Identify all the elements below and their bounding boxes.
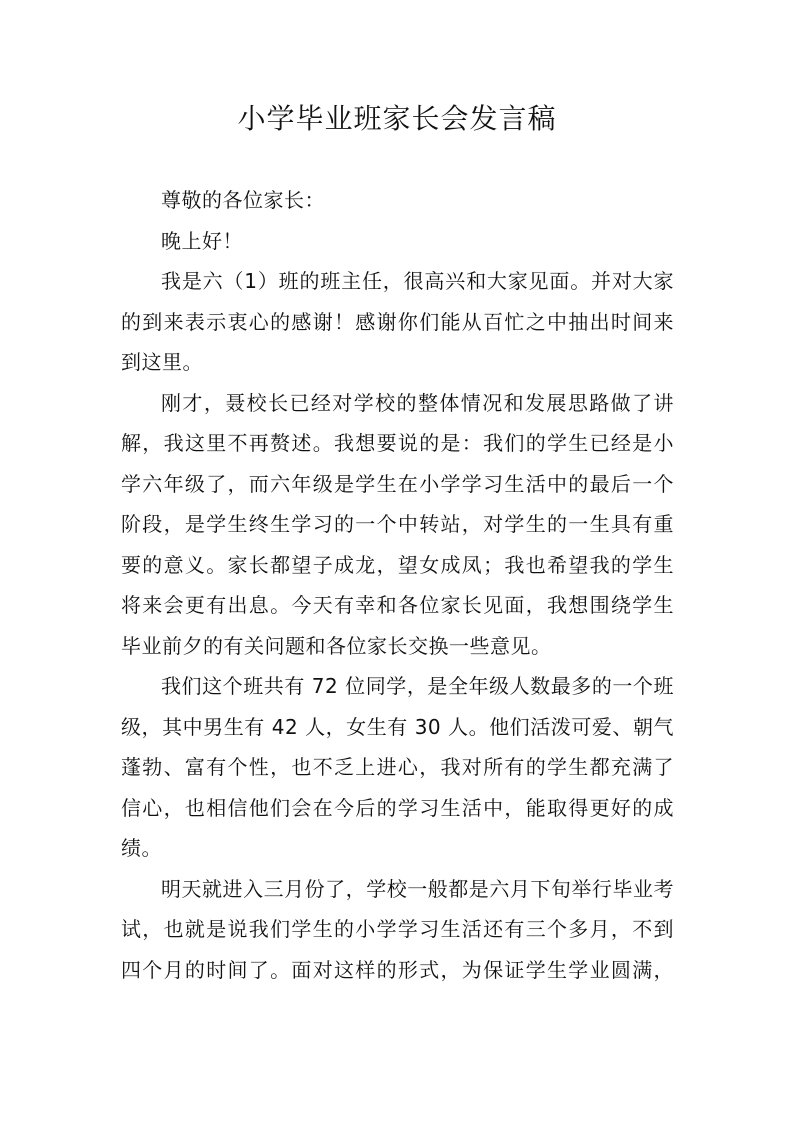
greeting-paragraph: 晚上好！	[161, 228, 243, 253]
school-overview-paragraph: 刚才，聂校长已经对学校的整体情况和发展思路做了讲解，我这里不再赘述。我想要说的是：我们的学生已经是小学六年级了，而六年级是学生在小学学习生活中的最后一个阶段，是学生终生学习的一个中转站，对学生的一生具有重要的意义。家长都望子成龙，望女成凤；我也希望我的学生将来会更有出息。今天有幸和各位家长见面，我想围绕学生毕业前夕的有关问题和各位家长交换一些意见。	[121, 390, 674, 658]
class-info-paragraph: 我们这个班共有 72 位同学，是全年级人数最多的一个班级，其中男生有 42 人，女生有 30 人。他们活泼可爱、朝气蓬勃、富有个性，也不乏上进心，我对所有的学生都充满了信心，也相信他们会在今后的学习生活中，能取得更好的成绩。	[121, 674, 674, 860]
document-title: 小学毕业班家长会发言稿	[237, 102, 557, 135]
salutation-paragraph: 尊敬的各位家长：	[161, 188, 325, 212]
intro-paragraph: 我是六（1）班的班主任，很高兴和大家见面。并对大家的到来表示衷心的感谢！感谢你们能从百忙之中抽出时间来到这里。	[121, 269, 674, 374]
document-body	[121, 180, 674, 990]
schedule-paragraph: 明天就进入三月份了，学校一般都是六月下旬举行毕业考试，也就是说我们学生的小学学习生活还有三个多月，不到四个月的时间了。面对这样的形式，为保证学生学业圆满，	[121, 876, 674, 982]
